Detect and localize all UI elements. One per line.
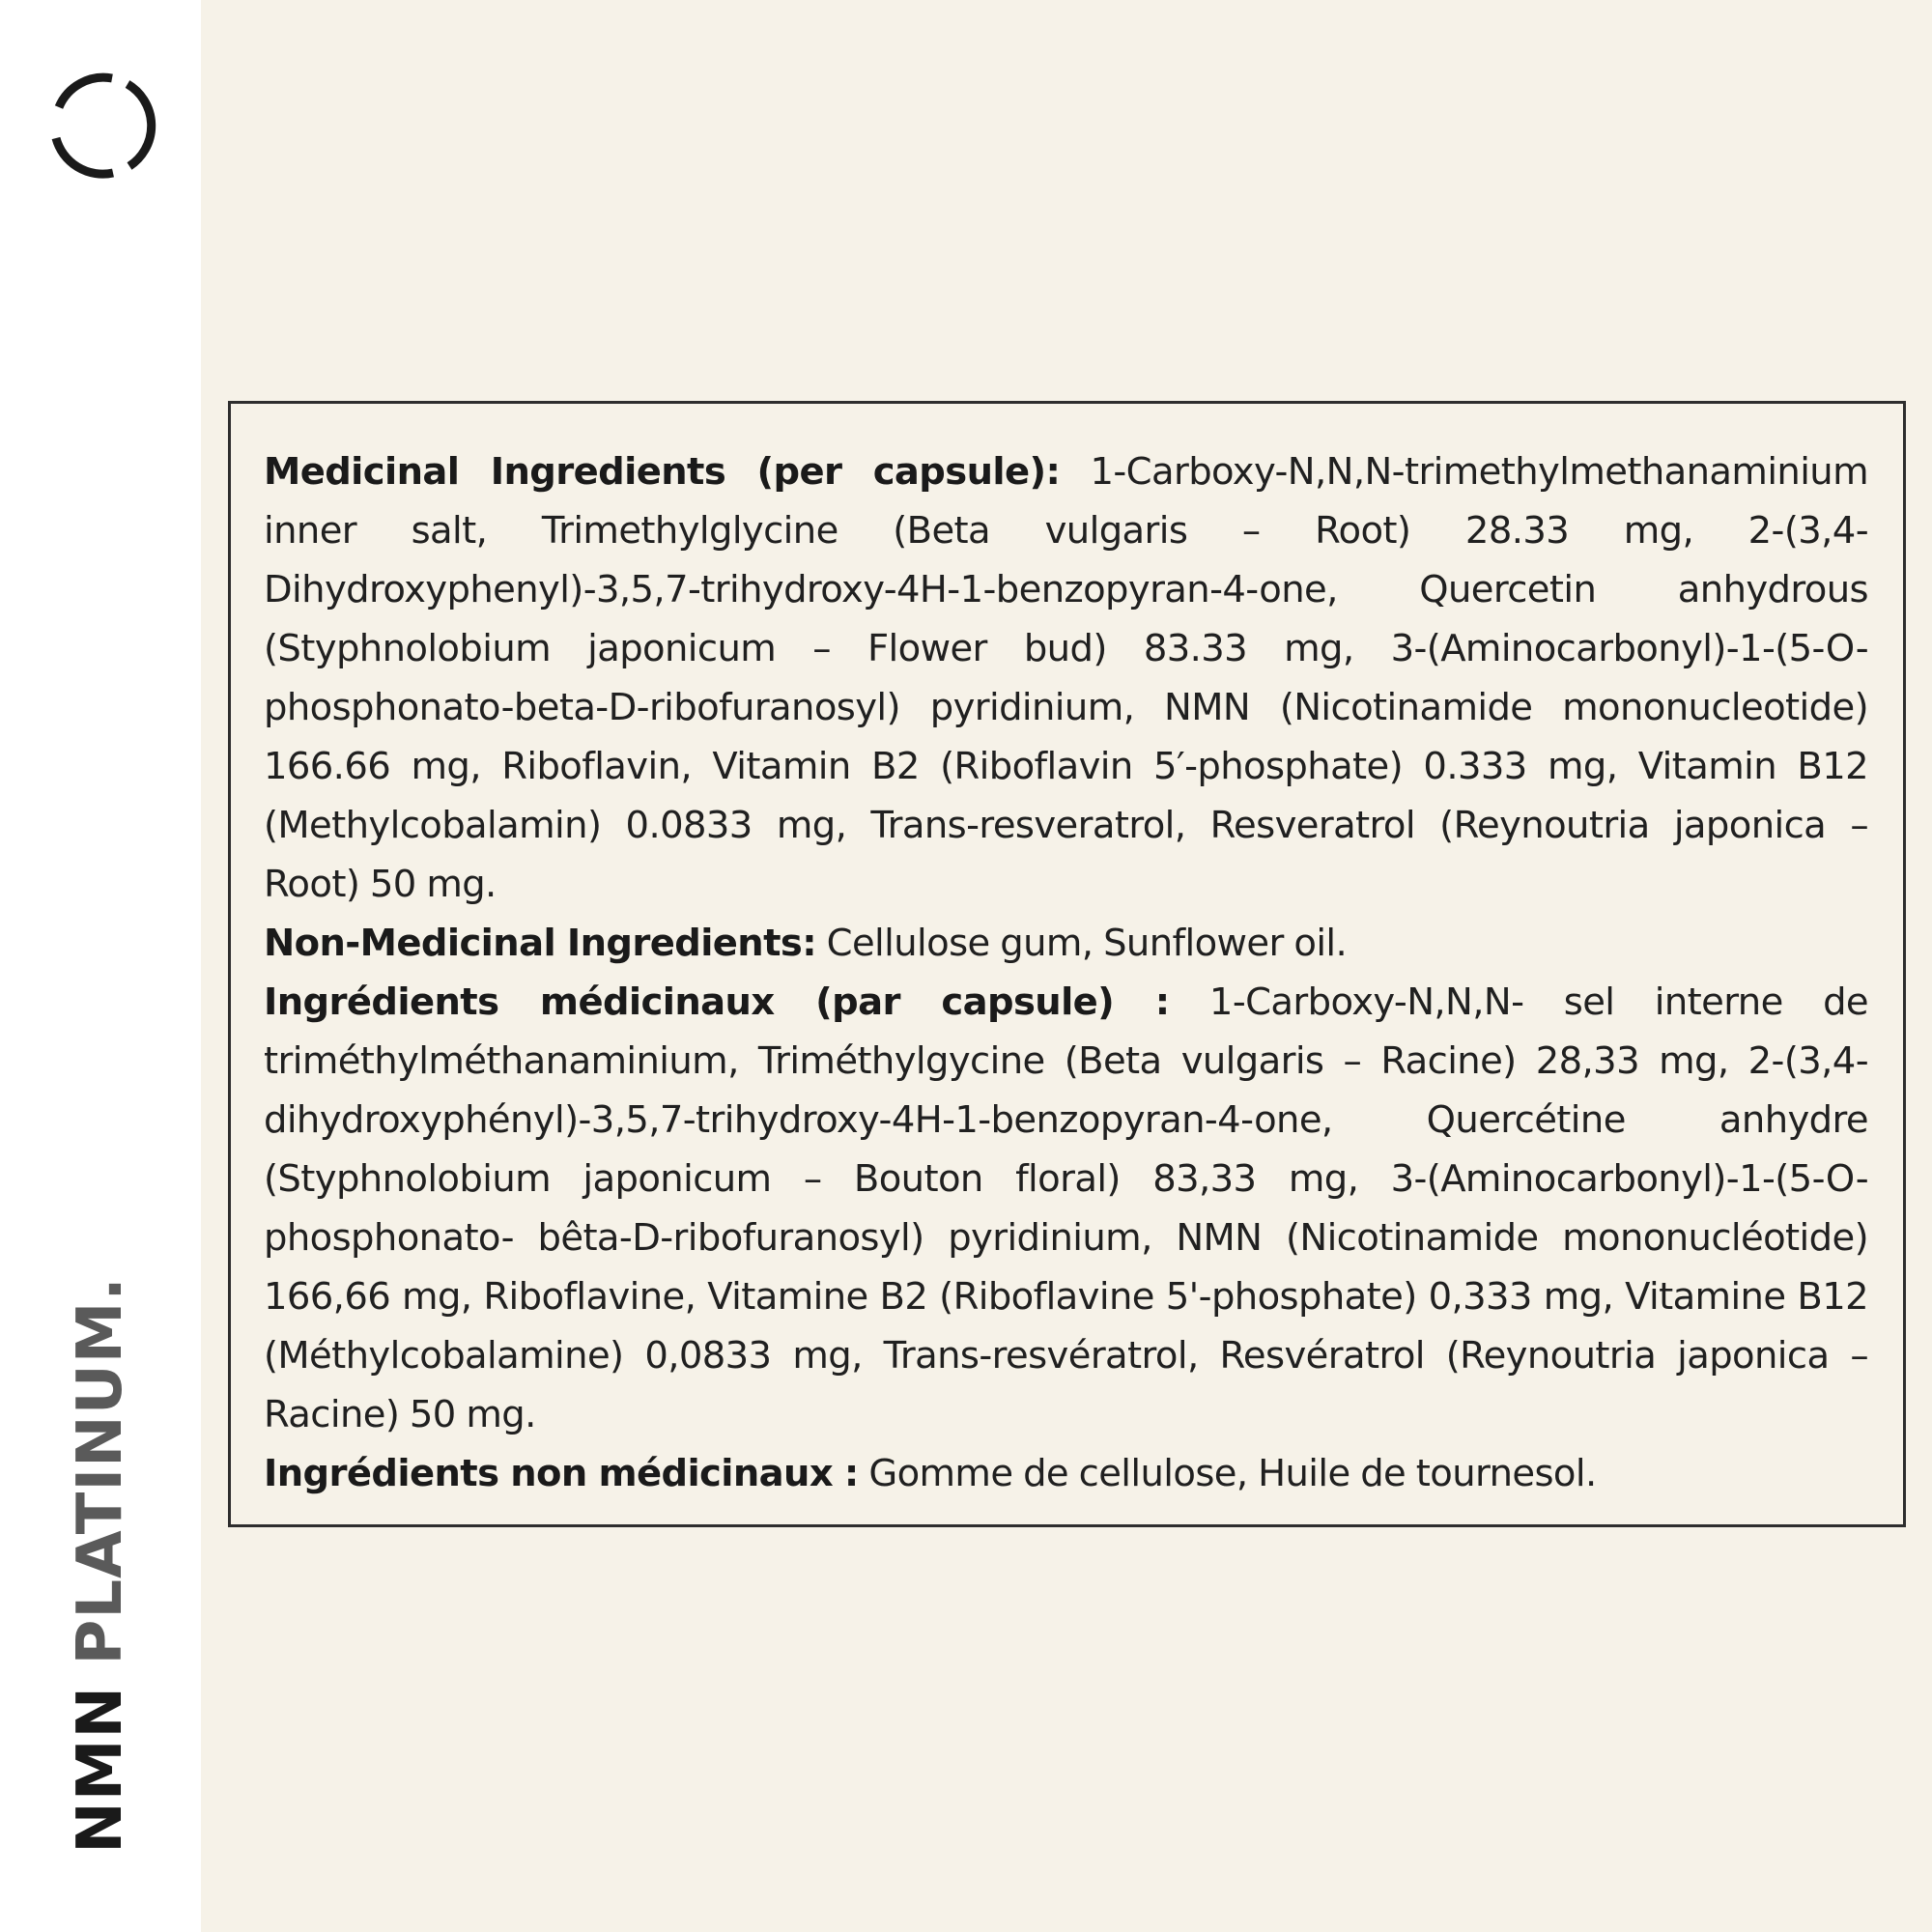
- medicinal-ingredients-en-heading: Medicinal Ingredients (per capsule):: [264, 450, 1061, 494]
- non-medicinal-ingredients-fr: [264, 1444, 1868, 1503]
- non-medicinal-ingredients-en-heading: Non-Medicinal Ingredients:: [264, 922, 817, 965]
- non-medicinal-ingredients-en-text: Cellulose gum, Sunflower oil.: [826, 922, 1348, 965]
- non-medicinal-ingredients-fr-text: Gomme de cellulose, Huile de tournesol.: [868, 1452, 1597, 1495]
- circle-ring-icon: [39, 62, 166, 189]
- ingredients-panel: [228, 401, 1906, 1527]
- brand-name: [65, 1276, 136, 1854]
- non-medicinal-ingredients-fr-heading: Ingrédients non médicinaux :: [264, 1452, 859, 1495]
- medicinal-ingredients-en: [264, 442, 1868, 914]
- brand-name-bold: NMN: [65, 1685, 136, 1854]
- medicinal-ingredients-fr-text: 1-Carboxy-N,N,N- sel interne de triméthylméthanaminium, Triméthylgycine (Beta vulgaris – Racine) 28,33 mg, 2-(3,4-dihydroxyphényl)-3,5,7-trihydroxy-4H-1-benzopyran-4-one, Quercétine anhydre (Styphnolobium japonicum – Bouton floral) 83,33 mg, 3-(Aminocarbonyl)-1-(5-O-phosphonato- bêta-D-ribofuranosyl) pyridinium, NMN (Nicotinamide mononucléotide) 166,66 mg, Riboflavine, Vitamine B2 (Riboflavine 5'-phosphate) 0,333 mg, Vitamine B12 (Méthylcobalamine) 0,0833 mg, Trans-resvératrol, Resvératrol (Reynoutria japonica – Racine) 50 mg.: [264, 980, 1869, 1436]
- brand-sidebar: [0, 0, 201, 1932]
- medicinal-ingredients-en-text: 1-Carboxy-N,N,N-trimethylmethanaminium inner salt, Trimethylglycine (Beta vulgaris – Root) 28.33 mg, 2-(3,4-Dihydroxyphenyl)-3,5,7-trihydroxy-4H-1-benzopyran-4-one, Quercetin anhydrous (Styphnolobium japonicum – Flower bud) 83.33 mg, 3-(Aminocarbonyl)-1-(5-O-phosphonato-beta-D-ribofuranosyl) pyridinium, NMN (Nicotinamide mononucleotide) 166.66 mg, Riboflavin, Vitamin B2 (Riboflavin 5′-phosphate) 0.333 mg, Vitamin B12 (Methylcobalamin) 0.0833 mg, Trans-resveratrol, Resveratrol (Reynoutria japonica – Root) 50 mg.: [264, 450, 1869, 906]
- non-medicinal-ingredients-en: [264, 914, 1868, 973]
- medicinal-ingredients-fr-heading: Ingrédients médicinaux (par capsule) :: [264, 980, 1170, 1024]
- medicinal-ingredients-fr: [264, 973, 1868, 1444]
- brand-name-light: PLATINUM.: [65, 1276, 136, 1665]
